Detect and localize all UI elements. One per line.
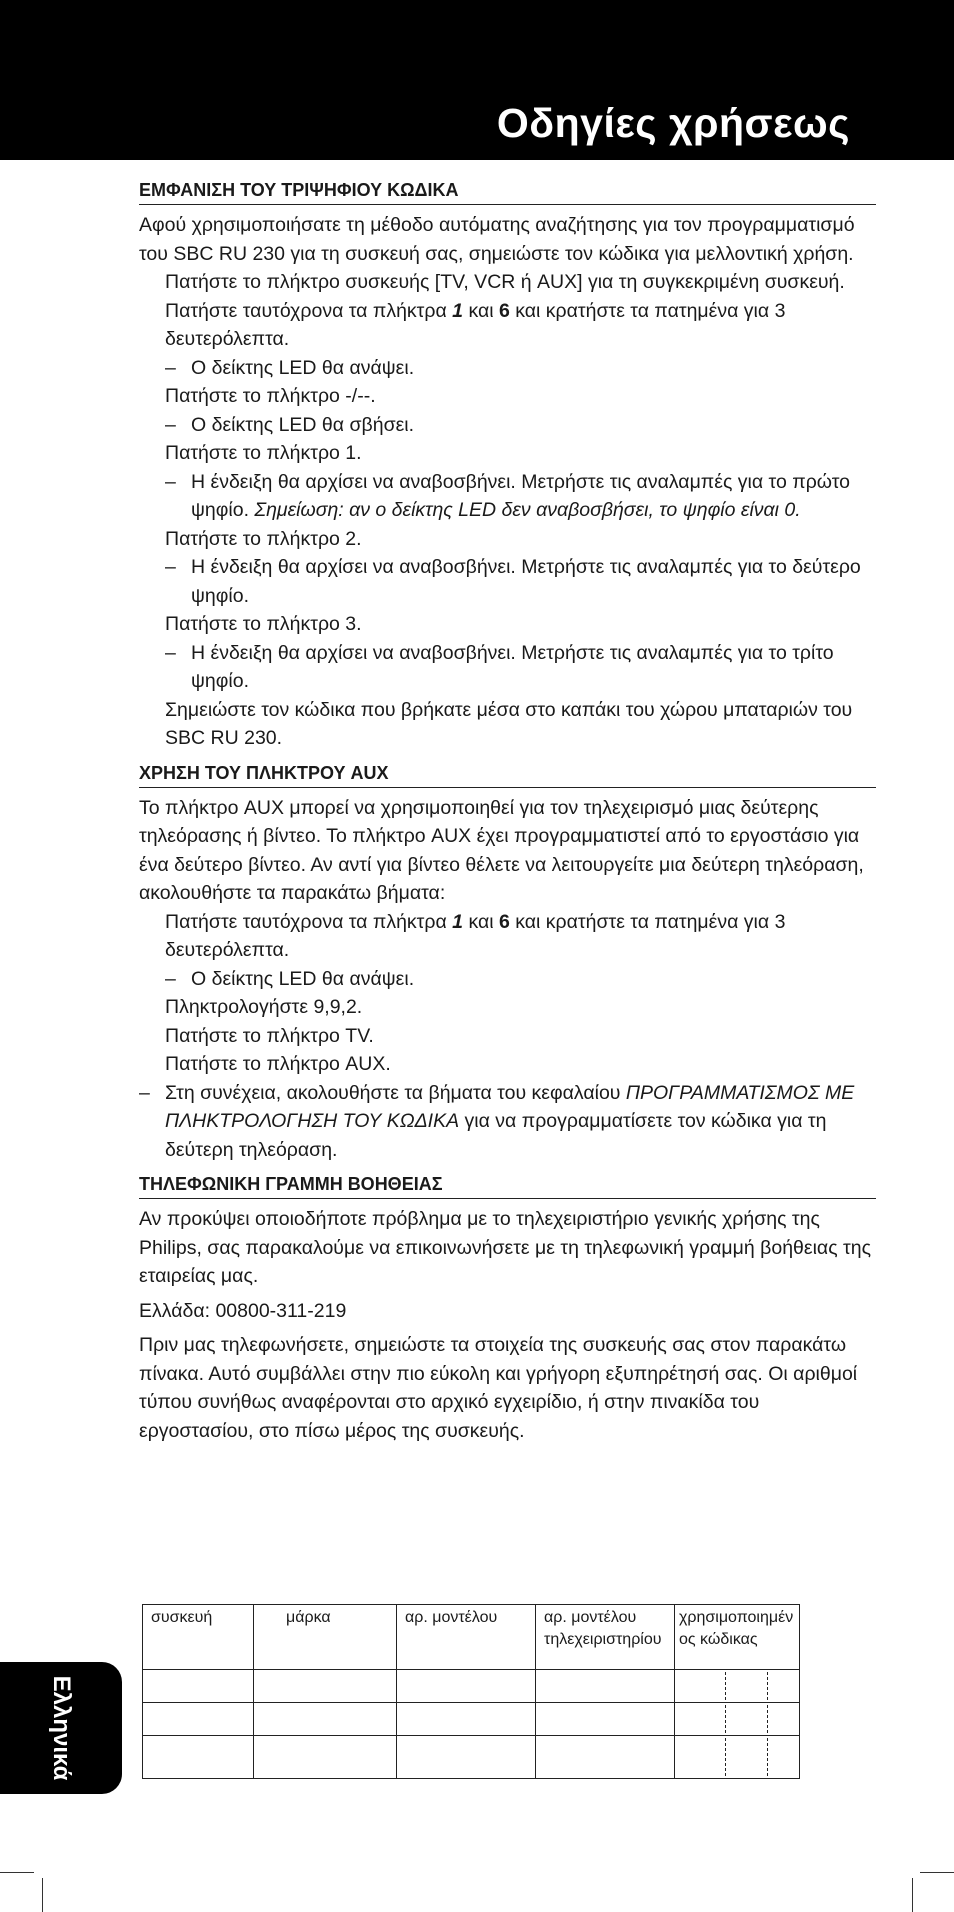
table-cell[interactable] [254,1736,397,1779]
table-cell[interactable] [397,1736,536,1779]
result-bullet: – Η ένδειξη θα αρχίσει να αναβοσβήνει. Μετρήστε τις αναλαμπές για το τρίτο ψηφίο. [165,641,834,692]
paragraph: Αν προκύψει οποιοδήποτε πρόβλημα με το τηλεχειριστήριο γενικής χρήσης της Philips, σας παρακαλούμε να επικοινωνήσετε με τη τηλεφωνική γραμμή βοήθειας της εταιρείας μας. [139,1208,871,1287]
result-bullet: – Ο δείκτης LED θα σβήσει. [165,413,415,436]
crop-mark [920,1872,954,1873]
document-body [139,178,876,1445]
table-header-cell: μάρκα [254,1605,397,1670]
page-title: Οδηγίες χρήσεως [496,100,850,146]
instruction-step: Πληκτρολογήστε 9,9,2. [165,996,363,1018]
instruction-step: Πατήστε το πλήκτρο 1. [165,442,362,464]
result-bullet: – Στη συνέχεια, ακολουθήστε τα βήματα του κεφαλαίου ΠΡΟΓΡΑΜΜΑΤΙΣΜΟΣ ΜΕ ΠΛΗΚΤΡΟΛΟΓΗΣΗ ΤΟΥ ΚΩΔΙΚΑ για να προγραμματίσετε τον κώδικα για τη δεύτερη τηλεόραση. [139,1081,855,1161]
table-cell[interactable] [536,1670,675,1703]
page-header [0,0,954,160]
result-bullet: – Ο δείκτης LED θα ανάψει. [165,967,415,990]
code-cell[interactable] [675,1670,800,1703]
instruction-step: Πατήστε το πλήκτρο συσκευής [TV, VCR ή AUX] για τη συγκεκριμένη συσκευή. [165,271,845,293]
result-bullet: – Η ένδειξη θα αρχίσει να αναβοσβήνει. Μετρήστε τις αναλαμπές για το δεύτερο ψηφίο. [165,556,861,607]
paragraph: Πριν μας τηλεφωνήσετε, σημειώστε τα στοιχεία της συσκευής σας στον παρακάτω πίνακα. Αυτό συμβάλλει στην πιο εύκολη και γρήγορη εξυπηρέτησή σας. Οι αριθμοί τύπου συνήθως αναφέρονται στο αρχικό εγχειρίδιο, ή στην πινακίδα του εργοστασίου, στο πίσω μέρος της συσκευής. [139,1334,858,1442]
language-tab-label: Ελληνικά [48,1675,75,1781]
table-header-cell: αρ. μοντέλου τηλεχειριστηρίου [536,1605,675,1670]
code-cell[interactable] [675,1703,800,1736]
table-cell[interactable] [143,1703,254,1736]
section-heading-code-display: ΕΜΦΑΝΙΣΗ ΤΟΥ ΤΡΙΨΗΦΙΟΥ ΚΩΔΙΚΑ [139,178,876,205]
crop-mark [0,1872,34,1873]
table-cell[interactable] [254,1703,397,1736]
instruction-step: Πατήστε το πλήκτρο 2. [165,527,362,550]
table-header-cell: συσκευή [143,1605,254,1670]
section-heading-aux-key: ΧΡΗΣΗ ΤΟΥ ΠΛΗΚΤΡΟΥ AUX [139,761,876,788]
instruction-step: Πατήστε το πλήκτρο AUX. [165,1053,391,1075]
code-cell[interactable] [675,1736,800,1779]
table-cell[interactable] [143,1670,254,1703]
result-bullet: – Η ένδειξη θα αρχίσει να αναβοσβήνει. Μετρήστε τις αναλαμπές για το πρώτο ψηφίο. Σημείωση: αν ο δείκτης LED δεν αναβοσβήσει, το ψηφίο είναι 0. [165,470,851,521]
table-header-cell: αρ. μοντέλου [397,1605,536,1670]
instruction-step: Πατήστε το πλήκτρο -/--. [165,385,376,407]
instruction-step: Πατήστε ταυτόχρονα τα πλήκτρα 1 και 6 και κρατήστε τα πατημένα για 3 δευτερόλεπτα. [165,910,786,961]
phone-number: Ελλάδα: 00800-311-219 [139,1299,347,1322]
table-row [143,1670,800,1703]
table-cell[interactable] [536,1703,675,1736]
table-cell[interactable] [143,1736,254,1779]
instruction-step: Σημειώστε τον κώδικα που βρήκατε μέσα στο καπάκι του χώρου μπαταριών του SBC RU 230. [165,698,853,749]
language-tab [0,1662,122,1794]
instruction-step: Πατήστε το πλήκτρο 3. [165,613,362,635]
instruction-step: Πατήστε ταυτόχρονα τα πλήκτρα 1 και 6 και κρατήστε τα πατημένα για 3 δευτερόλεπτα. [165,299,786,350]
table-header-row [143,1605,800,1670]
instruction-step: Πατήστε το πλήκτρο TV. [165,1024,374,1047]
result-bullet: – Ο δείκτης LED θα ανάψει. [165,356,415,379]
crop-mark [42,1878,43,1912]
table-cell[interactable] [397,1670,536,1703]
table-cell[interactable] [536,1736,675,1779]
crop-mark [912,1878,913,1912]
table-cell[interactable] [254,1670,397,1703]
paragraph: Το πλήκτρο AUX μπορεί να χρησιμοποιηθεί για τον τηλεχειρισμό μιας δεύτερης τηλεόρασης ή βίντεο. Το πλήκτρο AUX έχει προγραμματιστεί από το εργοστάσιο για ένα δεύτερο βίντεο. Αν αντί για βίντεο θέλετε να λειτουργείτε μια δεύτερη τηλεόραση, ακολουθήστε τα παρακάτω βήματα: [139,796,864,904]
table-row [143,1703,800,1736]
table-cell[interactable] [397,1703,536,1736]
device-info-table [142,1604,800,1779]
paragraph: Αφού χρησιμοποιήσατε τη μέθοδο αυτόματης αναζήτησης για τον προγραμματισμό του SBC RU 230 για τη συσκευή σας, σημειώστε τον κώδικα για μελλοντική χρήση. [139,214,855,265]
table-row [143,1736,800,1779]
section-heading-helpline: ΤΗΛΕΦΩΝΙΚΗ ΓΡΑΜΜΗ ΒΟΗΘΕΙΑΣ [139,1172,876,1199]
table-header-cell: χρησιμοποιημένος κώδικας [675,1605,800,1670]
